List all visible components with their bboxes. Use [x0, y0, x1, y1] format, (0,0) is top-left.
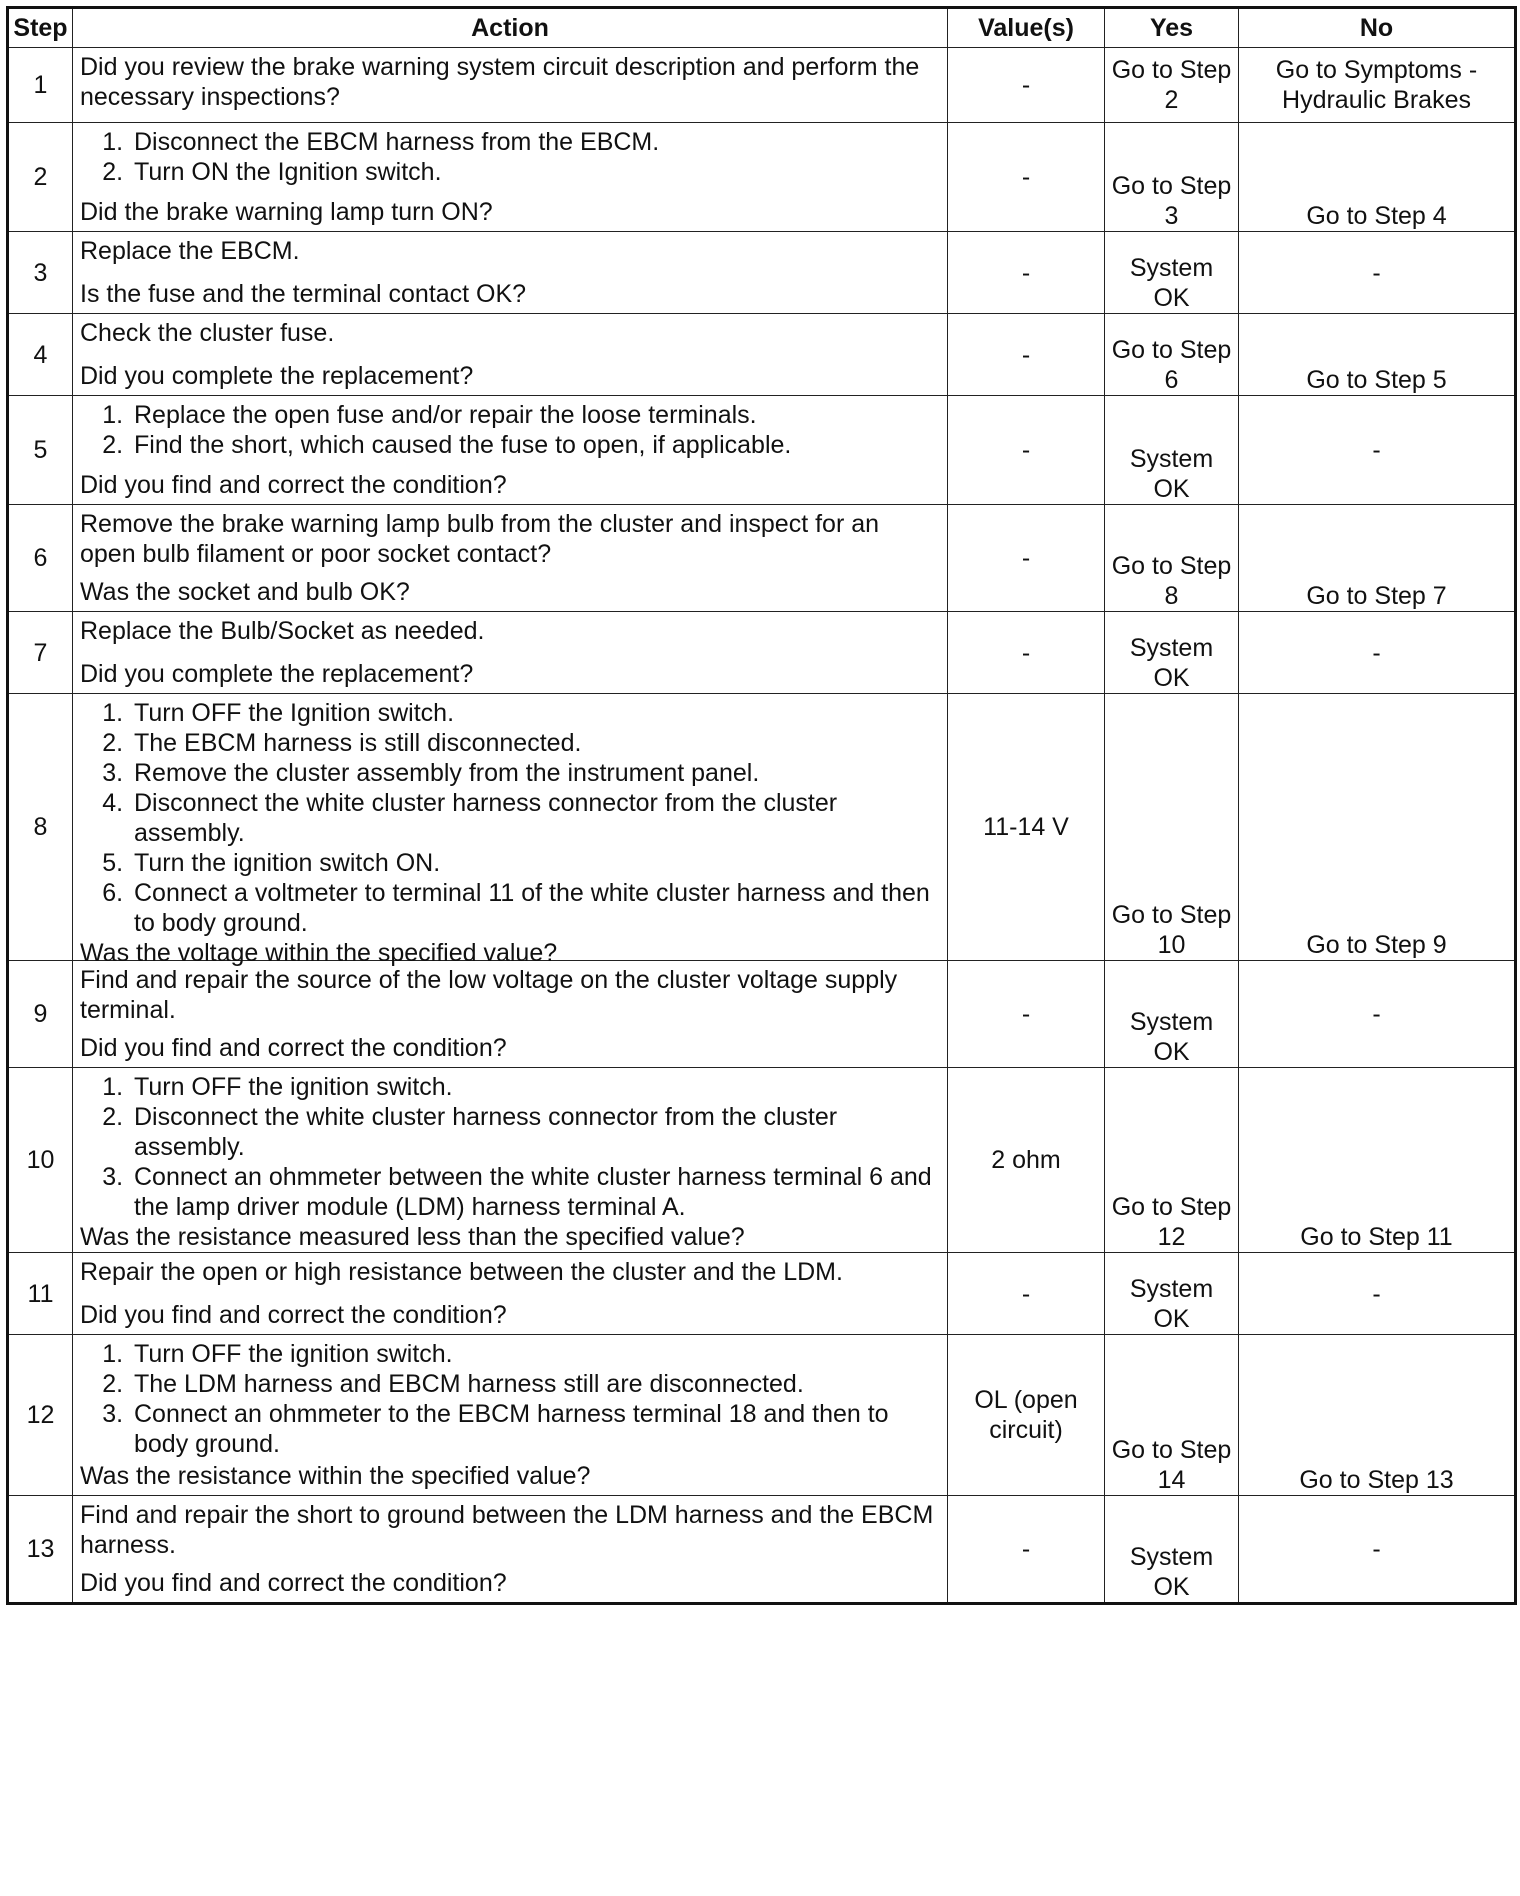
yes-cell	[1105, 1253, 1239, 1335]
value-cell: -	[948, 396, 1105, 505]
table-row	[8, 1335, 1516, 1496]
action-cell	[73, 505, 948, 612]
table-row	[8, 1253, 1516, 1335]
action-steps-list	[80, 1339, 940, 1459]
yes-cell	[1105, 123, 1239, 232]
action-cell	[73, 123, 948, 232]
no-cell	[1239, 314, 1516, 396]
action-cell	[73, 612, 948, 694]
table-row	[8, 123, 1516, 232]
action-steps-list	[80, 1072, 940, 1222]
no-cell	[1239, 505, 1516, 612]
header-no: No	[1239, 8, 1516, 48]
step-number: 1	[8, 48, 73, 123]
step-number: 10	[8, 1068, 73, 1253]
yes-result-text: Go to Step 3	[1111, 172, 1232, 230]
action-step-item: 3. Remove the cluster assembly from the instrument panel.	[130, 758, 940, 788]
action-instruction: Remove the brake warning lamp bulb from the cluster and inspect for an open bulb filament or poor socket contact?	[80, 510, 880, 568]
action-step-item: 1. Disconnect the EBCM harness from the EBCM.	[130, 127, 940, 157]
yes-result-text: System OK	[1129, 254, 1214, 312]
yes-cell: Go to Step 2	[1105, 48, 1239, 123]
no-cell: -	[1239, 612, 1516, 694]
no-result-text: Go to Step 13	[1299, 1466, 1454, 1494]
action-step-item: 5. Turn the ignition switch ON.	[130, 848, 940, 878]
action-instruction: Find and repair the source of the low voltage on the cluster voltage supply terminal.	[80, 966, 898, 1024]
table-row	[8, 612, 1516, 694]
no-result-text: Go to Step 4	[1306, 202, 1447, 230]
yes-cell	[1105, 232, 1239, 314]
diagnostic-table-sheet	[6, 6, 1514, 1605]
step-number: 8	[8, 694, 73, 961]
action-step-item: 1. Replace the open fuse and/or repair the loose terminals.	[130, 400, 940, 430]
action-step-item: 1. Turn OFF the ignition switch.	[130, 1339, 940, 1369]
no-result-text: Go to Step 9	[1306, 931, 1447, 959]
action-step-item: 2. Turn ON the Ignition switch.	[130, 157, 940, 187]
value-cell: -	[948, 1496, 1105, 1604]
table-row	[8, 314, 1516, 396]
yes-result-text: Go to Step 6	[1111, 336, 1232, 394]
step-number: 11	[8, 1253, 73, 1335]
yes-cell	[1105, 1335, 1239, 1496]
value-cell: 2 ohm	[948, 1068, 1105, 1253]
action-question: Did you find and correct the condition?	[80, 1034, 507, 1062]
action-cell	[73, 961, 948, 1068]
header-step: Step	[8, 8, 73, 48]
action-step-item: 6. Connect a voltmeter to terminal 11 of the white cluster harness and then to body ground.	[130, 878, 940, 938]
no-cell	[1239, 1335, 1516, 1496]
yes-result-text: System OK	[1129, 634, 1214, 692]
value-cell: -	[948, 232, 1105, 314]
action-instruction: Replace the Bulb/Socket as needed.	[80, 617, 485, 645]
no-cell: Go to Symptoms - Hydraulic Brakes	[1239, 48, 1516, 123]
table-row	[8, 505, 1516, 612]
value-cell: -	[948, 961, 1105, 1068]
action-question: Did you complete the replacement?	[80, 660, 474, 688]
action-question: Was the resistance within the specified value?	[80, 1462, 591, 1490]
action-instruction: Check the cluster fuse.	[80, 319, 335, 347]
step-number: 7	[8, 612, 73, 694]
action-instruction: Find and repair the short to ground between the LDM harness and the EBCM harness.	[80, 1501, 934, 1559]
action-step-item: 2. The LDM harness and EBCM harness still are disconnected.	[130, 1369, 940, 1399]
value-cell: -	[948, 612, 1105, 694]
table-row	[8, 694, 1516, 961]
yes-result-text: Go to Step 14	[1111, 1436, 1232, 1494]
table-row	[8, 961, 1516, 1068]
no-result-text: Go to Step 5	[1306, 366, 1447, 394]
action-question: Is the fuse and the terminal contact OK?	[80, 280, 527, 308]
table-row	[8, 48, 1516, 123]
no-cell: -	[1239, 232, 1516, 314]
no-result-text: Go to Step 7	[1306, 582, 1447, 610]
step-number: 5	[8, 396, 73, 505]
no-cell: -	[1239, 396, 1516, 505]
no-cell	[1239, 123, 1516, 232]
value-cell: 11-14 V	[948, 694, 1105, 961]
action-cell	[73, 232, 948, 314]
diagnostic-table	[6, 6, 1517, 1605]
step-number: 9	[8, 961, 73, 1068]
action-cell	[73, 48, 948, 123]
action-question: Did the brake warning lamp turn ON?	[80, 198, 493, 226]
step-number: 12	[8, 1335, 73, 1496]
yes-result-text: System OK	[1129, 1543, 1214, 1601]
header-row	[8, 8, 1516, 48]
step-number: 6	[8, 505, 73, 612]
action-cell	[73, 1253, 948, 1335]
action-question: Was the voltage within the specified value?	[80, 939, 558, 967]
yes-cell	[1105, 694, 1239, 961]
action-instruction: Did you review the brake warning system circuit description and perform the necessary inspections?	[80, 53, 920, 111]
table-body	[8, 48, 1516, 1604]
value-cell: OL (open circuit)	[948, 1335, 1105, 1496]
yes-cell	[1105, 1496, 1239, 1604]
value-cell: -	[948, 314, 1105, 396]
table-row	[8, 396, 1516, 505]
yes-result-text: System OK	[1129, 1008, 1214, 1066]
action-question: Did you find and correct the condition?	[80, 471, 507, 499]
yes-cell	[1105, 1068, 1239, 1253]
header-value: Value(s)	[948, 8, 1105, 48]
action-cell	[73, 396, 948, 505]
action-step-item: 3. Connect an ohmmeter to the EBCM harness terminal 18 and then to body ground.	[130, 1399, 940, 1459]
step-number: 3	[8, 232, 73, 314]
value-cell: -	[948, 123, 1105, 232]
yes-cell	[1105, 505, 1239, 612]
action-step-item: 2. Find the short, which caused the fuse to open, if applicable.	[130, 430, 940, 460]
step-number: 13	[8, 1496, 73, 1604]
yes-result-text: Go to Step 10	[1111, 901, 1232, 959]
value-cell: -	[948, 1253, 1105, 1335]
action-question: Was the socket and bulb OK?	[80, 578, 410, 606]
yes-cell	[1105, 961, 1239, 1068]
action-cell	[73, 1496, 948, 1604]
step-number: 2	[8, 123, 73, 232]
no-cell: -	[1239, 1496, 1516, 1604]
header-yes: Yes	[1105, 8, 1239, 48]
action-instruction: Replace the EBCM.	[80, 237, 300, 265]
action-cell	[73, 1068, 948, 1253]
header-action: Action	[73, 8, 948, 48]
yes-result-text: Go to Step 8	[1111, 552, 1232, 610]
action-cell	[73, 1335, 948, 1496]
action-step-item: 3. Connect an ohmmeter between the white cluster harness terminal 6 and the lamp driver module (LDM) harness terminal A.	[130, 1162, 940, 1222]
step-number: 4	[8, 314, 73, 396]
action-steps-list	[80, 698, 940, 938]
yes-cell	[1105, 396, 1239, 505]
value-cell: -	[948, 48, 1105, 123]
yes-result-text: Go to Step 12	[1111, 1193, 1232, 1251]
action-question: Was the resistance measured less than the specified value?	[80, 1223, 745, 1251]
yes-result-text: System OK	[1129, 1275, 1214, 1333]
action-step-item: 1. Turn OFF the Ignition switch.	[130, 698, 940, 728]
action-question: Did you find and correct the condition?	[80, 1301, 507, 1329]
no-result-text: Go to Step 11	[1300, 1223, 1453, 1251]
table-row	[8, 232, 1516, 314]
action-step-item: 2. Disconnect the white cluster harness connector from the cluster assembly.	[130, 1102, 940, 1162]
yes-cell	[1105, 612, 1239, 694]
no-cell	[1239, 1068, 1516, 1253]
no-cell: -	[1239, 1253, 1516, 1335]
action-step-item: 4. Disconnect the white cluster harness connector from the cluster assembly.	[130, 788, 940, 848]
action-question: Did you find and correct the condition?	[80, 1569, 507, 1597]
value-cell: -	[948, 505, 1105, 612]
no-cell	[1239, 694, 1516, 961]
action-question: Did you complete the replacement?	[80, 362, 474, 390]
yes-cell	[1105, 314, 1239, 396]
action-instruction: Repair the open or high resistance between the cluster and the LDM.	[80, 1258, 843, 1286]
action-steps-list	[80, 400, 940, 460]
action-cell	[73, 694, 948, 967]
table-row	[8, 1068, 1516, 1253]
action-cell	[73, 314, 948, 396]
no-cell: -	[1239, 961, 1516, 1068]
yes-result-text: System OK	[1129, 445, 1214, 503]
table-row	[8, 1496, 1516, 1604]
action-steps-list	[80, 127, 940, 187]
action-step-item: 2. The EBCM harness is still disconnected.	[130, 728, 940, 758]
action-step-item: 1. Turn OFF the ignition switch.	[130, 1072, 940, 1102]
